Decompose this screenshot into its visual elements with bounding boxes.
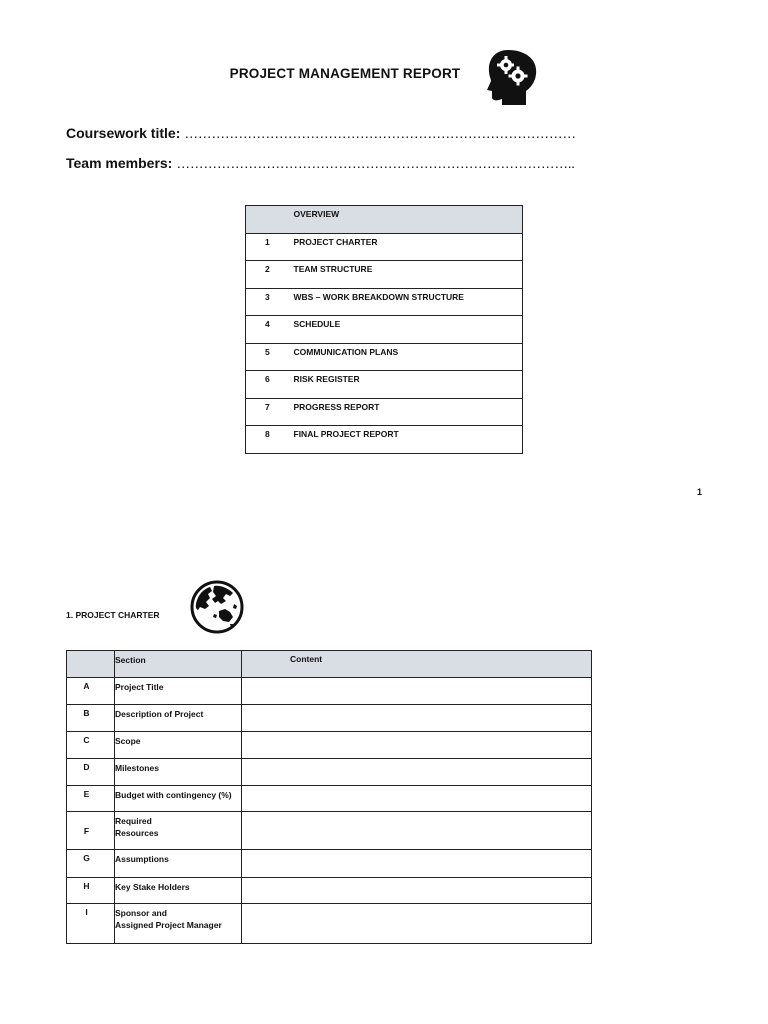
charter-row — [67, 878, 592, 904]
charter-row-section-line: Assumptions — [115, 854, 169, 864]
charter-row-section-line: Milestones — [115, 763, 159, 773]
overview-header-num — [246, 206, 294, 234]
charter-row — [67, 904, 592, 944]
overview-row — [246, 426, 523, 454]
project-charter-table — [66, 650, 592, 944]
charter-row-content[interactable] — [242, 812, 592, 850]
charter-row-section — [115, 705, 242, 732]
charter-row-letter: C — [67, 732, 115, 759]
charter-row-content[interactable] — [242, 878, 592, 904]
charter-row-letter: B — [67, 705, 115, 732]
overview-row-num: 6 — [246, 371, 294, 399]
overview-row — [246, 233, 523, 261]
overview-row-label: SCHEDULE — [294, 316, 523, 344]
charter-row-section-line: Resources — [115, 828, 159, 838]
overview-row-label: FINAL PROJECT REPORT — [294, 426, 523, 454]
charter-row-section — [115, 759, 242, 786]
charter-row-section-line: Assigned Project Manager — [115, 920, 222, 930]
project-charter-heading: 1. PROJECT CHARTER — [66, 610, 160, 620]
coursework-title-field — [66, 125, 576, 141]
charter-row-content[interactable] — [242, 705, 592, 732]
charter-row-letter: F — [67, 812, 115, 850]
coursework-title-dots: …………………………………………………………………………… — [184, 125, 576, 141]
charter-row-letter: H — [67, 878, 115, 904]
team-members-field — [66, 155, 575, 171]
team-members-label: Team members: — [66, 155, 173, 171]
overview-row — [246, 343, 523, 371]
overview-row-num: 8 — [246, 426, 294, 454]
charter-row — [67, 786, 592, 812]
charter-row-section — [115, 850, 242, 878]
charter-row-content[interactable] — [242, 732, 592, 759]
charter-row — [67, 678, 592, 705]
page-number: 1 — [697, 487, 703, 497]
overview-header-label: OVERVIEW — [294, 206, 523, 234]
overview-row-label: PROGRESS REPORT — [294, 398, 523, 426]
charter-header-letter — [67, 651, 115, 678]
charter-header-section: Section — [115, 651, 242, 678]
overview-table — [245, 205, 523, 454]
charter-row-section — [115, 812, 242, 850]
overview-row-num: 5 — [246, 343, 294, 371]
charter-row-section-line: Scope — [115, 736, 141, 746]
overview-row-num: 3 — [246, 288, 294, 316]
charter-row-section-line: Sponsor and — [115, 908, 167, 918]
charter-header-content: Content — [242, 651, 592, 678]
charter-row-section-line: Key Stake Holders — [115, 882, 190, 892]
overview-row-label: TEAM STRUCTURE — [294, 261, 523, 289]
charter-row-content[interactable] — [242, 759, 592, 786]
charter-row — [67, 732, 592, 759]
overview-row-num: 7 — [246, 398, 294, 426]
overview-row-label: WBS – WORK BREAKDOWN STRUCTURE — [294, 288, 523, 316]
charter-row-section-line: Required — [115, 816, 152, 826]
overview-row — [246, 288, 523, 316]
overview-header-row — [246, 206, 523, 234]
charter-row-content[interactable] — [242, 786, 592, 812]
charter-row — [67, 850, 592, 878]
charter-row-letter: A — [67, 678, 115, 705]
charter-row-section-line: Project Title — [115, 682, 164, 692]
charter-row-section-line: Description of Project — [115, 709, 204, 719]
charter-row-letter: E — [67, 786, 115, 812]
charter-row-content[interactable] — [242, 904, 592, 944]
charter-row-content[interactable] — [242, 850, 592, 878]
overview-row-num: 2 — [246, 261, 294, 289]
charter-row-letter: G — [67, 850, 115, 878]
charter-row-section — [115, 732, 242, 759]
report-title: PROJECT MANAGEMENT REPORT — [229, 66, 461, 81]
coursework-title-label: Coursework title: — [66, 125, 181, 141]
overview-row — [246, 316, 523, 344]
overview-row — [246, 261, 523, 289]
charter-row-section — [115, 786, 242, 812]
globe-icon — [190, 580, 244, 634]
charter-row-letter: D — [67, 759, 115, 786]
overview-row-label: COMMUNICATION PLANS — [294, 343, 523, 371]
charter-header-row — [67, 651, 592, 678]
overview-row-num: 1 — [246, 233, 294, 261]
charter-row-section — [115, 904, 242, 944]
overview-row-label: PROJECT CHARTER — [294, 233, 523, 261]
head-with-gears-icon — [486, 48, 538, 106]
overview-row-label: RISK REGISTER — [294, 371, 523, 399]
overview-row-num: 4 — [246, 316, 294, 344]
charter-row-letter: I — [67, 904, 115, 944]
charter-row-section — [115, 878, 242, 904]
charter-row-content[interactable] — [242, 678, 592, 705]
charter-row — [67, 705, 592, 732]
charter-row — [67, 759, 592, 786]
charter-row-section-line: Budget with contingency (%) — [115, 790, 232, 800]
team-members-dots: …………………………………………………………………………….. — [176, 155, 575, 171]
overview-row — [246, 398, 523, 426]
charter-row — [67, 812, 592, 850]
charter-row-section — [115, 678, 242, 705]
overview-row — [246, 371, 523, 399]
